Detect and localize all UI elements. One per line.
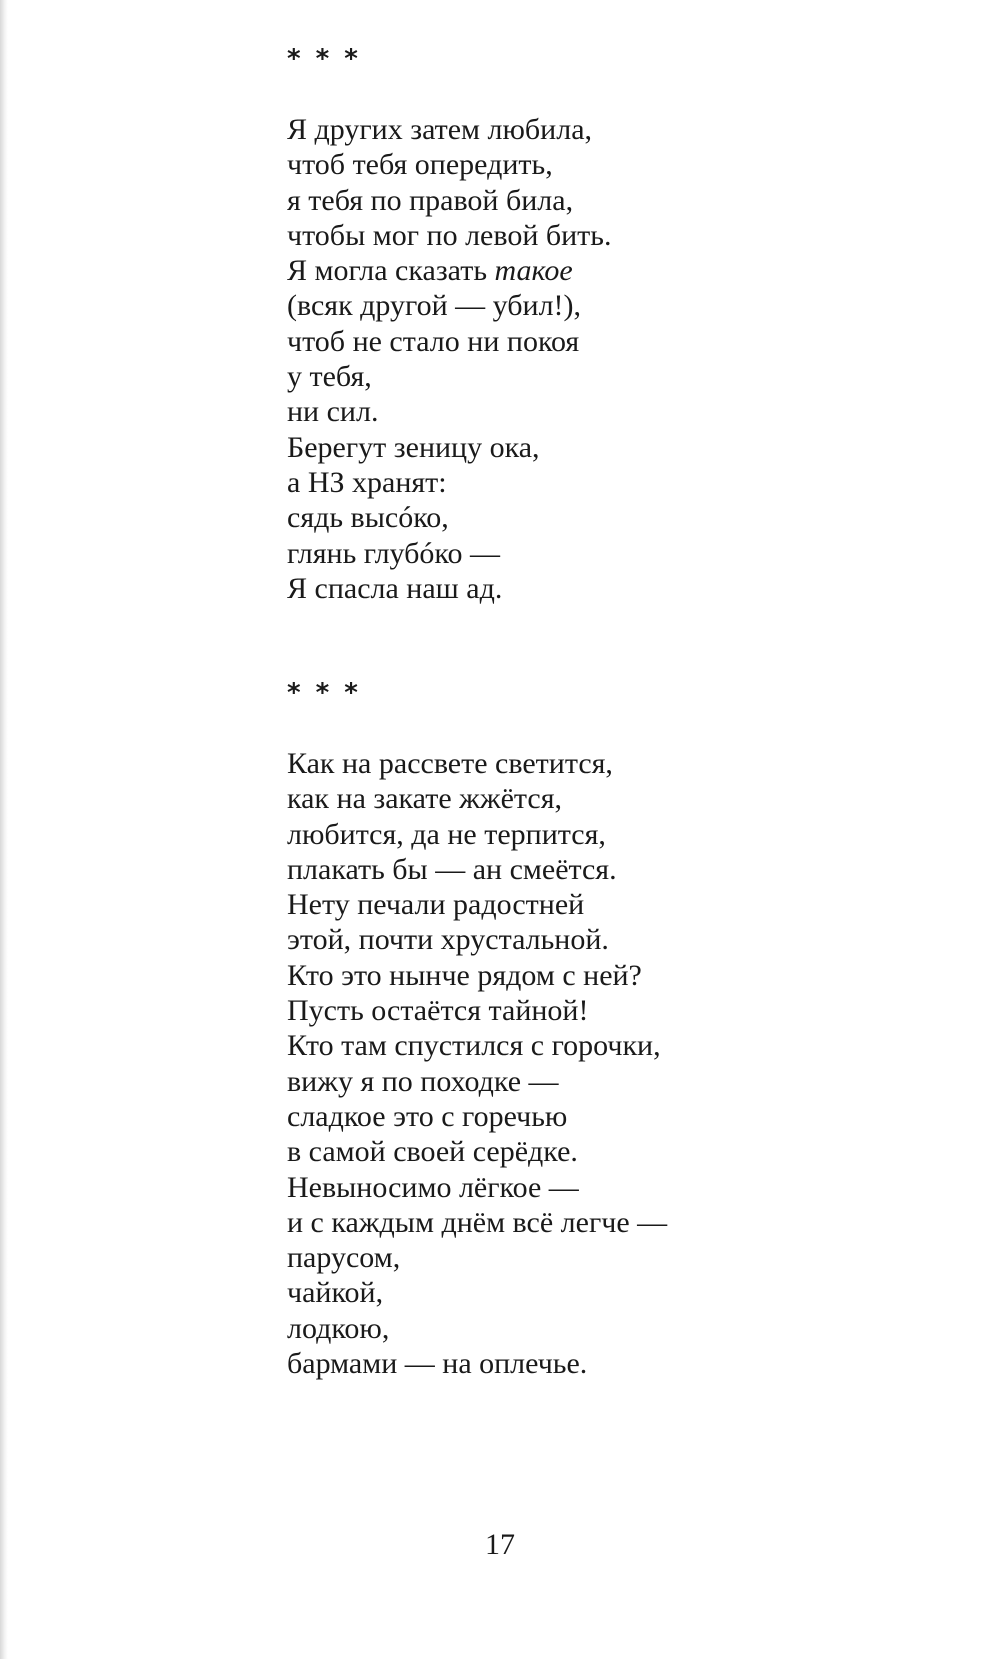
poem-line: парусом,: [287, 1241, 401, 1275]
poem-line: и с каждым днём всё легче —: [287, 1205, 668, 1239]
poem-line: Нету печали радостней: [287, 888, 585, 922]
poem-line: плакать бы — ан смеётся.: [287, 852, 617, 886]
poem-line: а НЗ хранят:: [287, 465, 447, 499]
poem-line: я тебя по правой била,: [287, 183, 574, 217]
poem-line: глянь глубóко —: [287, 536, 500, 570]
poem-line: любится, да не терпится,: [287, 817, 606, 851]
page-number: 17: [485, 1528, 515, 1561]
poem-line: у тебя,: [287, 360, 372, 394]
poem-line: Кто это нынче рядом с ней?: [287, 958, 642, 992]
page-edge-shadow: [0, 0, 8, 1659]
poem-line: Пусть остаётся тайной!: [287, 994, 589, 1028]
poem-line: Я других затем любила,: [287, 113, 593, 146]
poem-separator: * * *: [287, 678, 361, 708]
poem-line-text: Я могла сказать: [287, 254, 495, 288]
poem-line: Берегут зеницу ока,: [287, 430, 540, 464]
italic-word: такое: [494, 254, 573, 288]
poem-separator: * * *: [287, 44, 361, 74]
poem-line: сладкое это с горечью: [287, 1099, 568, 1133]
poem-line: бармами — на оплечье.: [287, 1347, 588, 1381]
poem-line: вижу я по походке —: [287, 1064, 559, 1098]
poem-line: чтобы мог по левой бить.: [287, 218, 612, 252]
poem-1-stanza: [287, 112, 847, 606]
poem-line: (всяк другой — убил!),: [287, 289, 582, 323]
poem-line: в самой своей серёдке.: [287, 1135, 578, 1169]
poem-line: чтоб не стало ни покоя: [287, 324, 580, 358]
poem-line: чайкой,: [287, 1276, 384, 1310]
poem-line: Я спасла наш ад.: [287, 571, 503, 605]
poem-line: Кто там спустился с горочки,: [287, 1029, 661, 1063]
poem-line: этой, почти хрустальной.: [287, 923, 609, 957]
poem-line: лодкою,: [287, 1311, 390, 1345]
poem-1: [287, 44, 847, 606]
poem-line: сядь высóко,: [287, 501, 449, 535]
poem-line: чтоб тебя опередить,: [287, 148, 553, 182]
poem-line: ни сил.: [287, 395, 379, 429]
poem-line: Невыносимо лёгкое —: [287, 1170, 579, 1204]
poem-line: как на закате жжётся,: [287, 782, 562, 816]
poem-line: Как на рассвете светится,: [287, 747, 613, 780]
poem-2-stanza: [287, 746, 847, 1381]
poem-line-with-italic: [287, 253, 847, 288]
poem-2: [287, 678, 847, 1381]
